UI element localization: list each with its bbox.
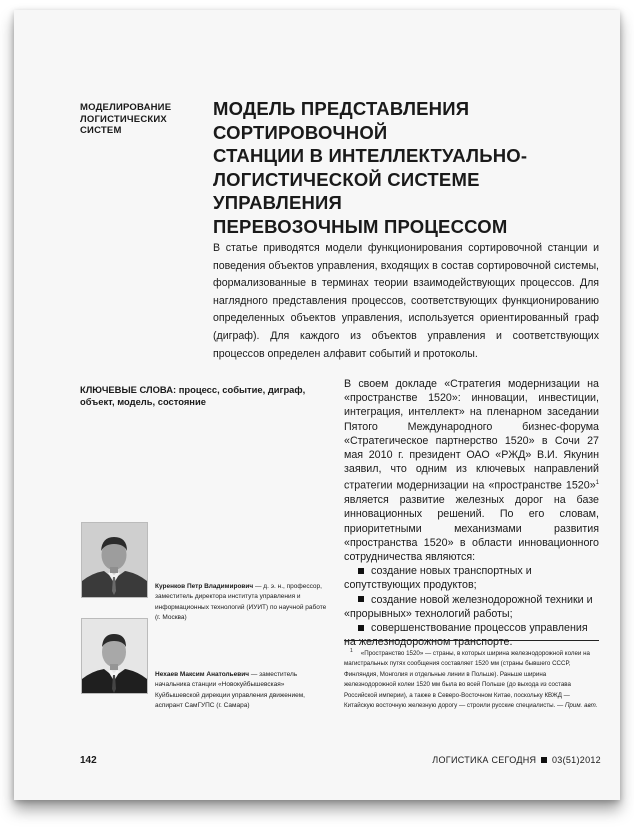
title-line: СТАНЦИИ В ИНТЕЛЛЕКТУАЛЬНО- xyxy=(213,145,528,166)
square-separator-icon xyxy=(541,757,547,763)
journal-issue: 03(51)2012 xyxy=(551,755,601,765)
footnote-source: Прим. авт. xyxy=(564,702,598,710)
title-line: МОДЕЛЬ ПРЕДСТАВЛЕНИЯ СОРТИРОВОЧНОЙ xyxy=(213,98,470,143)
section-label-line: МОДЕЛИРОВАНИЕ xyxy=(80,102,172,113)
footnote-text: «Пространство 1520» — страны, в которых ширина железнодорожной колеи на магистральных путях сообщения составляет 1520 мм (страны бывшего СССР, Финляндия, Монголия и отдельные линии в Польше). Раньше ширина железнодорожной колеи 1520 мм была во всей Польше (до выхода из состава Российской империи), а также в Северо-Восточном Китае, поскольку КВЖД — Китайскую восточную железную дорогу — строили русские специалисты. — xyxy=(344,650,590,710)
list-item-text: создание новых транспортных и сопутствующих продуктов; xyxy=(344,565,532,592)
square-bullet-icon xyxy=(358,625,364,631)
author-name: Нехаев Максим Анатольевич xyxy=(155,671,250,678)
footnote-divider xyxy=(344,640,599,641)
section-label-line: СИСТЕМ xyxy=(80,125,122,136)
footnote-ref[interactable]: 1 xyxy=(595,480,599,487)
keywords-text: процесс, событие, диграф, объект, модель, состояние xyxy=(80,384,306,407)
keywords xyxy=(80,384,324,407)
footnote-mark: 1 xyxy=(350,648,353,654)
article-abstract: В статье приводятся модели функционирования сортировочной станции и поведения объектов управления, входящих в состав сортировочной системы, формализованные в терминах теории взаимодействующих процессов. Для наглядного представления процессов, соответствующих функционированию определенных объектов управления, используется ориентированный граф (диграф). Для каждого из объектов управления и соответствующих процессов определен алфавит событий и протоколы. xyxy=(213,242,599,360)
author-name: Куренков Петр Владимирович xyxy=(155,583,254,590)
keywords-label: КЛЮЧЕВЫЕ СЛОВА: xyxy=(80,384,177,395)
title-line: ПЕРЕВОЗОЧНЫМ ПРОЦЕССОМ xyxy=(213,215,508,237)
square-bullet-icon xyxy=(358,596,364,602)
bullet-list xyxy=(344,564,599,649)
body-paragraph xyxy=(344,377,599,564)
section-label xyxy=(80,102,190,137)
portrait-icon xyxy=(82,619,147,693)
author-info xyxy=(155,670,329,712)
list-item xyxy=(344,564,599,592)
article-body xyxy=(344,377,599,649)
footnote xyxy=(344,646,599,712)
article-title xyxy=(213,97,603,238)
author-photo xyxy=(81,522,148,598)
square-bullet-icon xyxy=(358,568,364,574)
title-line: ЛОГИСТИЧЕСКОЙ СИСТЕМЕ УПРАВЛЕНИЯ xyxy=(213,168,480,213)
author-info xyxy=(155,582,329,624)
journal-name: ЛОГИСТИКА СЕГОДНЯ xyxy=(432,755,537,765)
list-item-text: совершенствование процессов управления на железнодорожном транспорте. xyxy=(344,622,588,649)
section-label-line: ЛОГИСТИЧЕСКИХ xyxy=(80,113,167,125)
body-text-part: В своем докладе «Стратегия модернизации на «пространстве 1520»: инновации, инвестиции, интеграция, интеллект» на пленарном заседании Пятого Международного бизнес-форума «Стратегическое партнерство 1520» в Сочи 27 мая 2010 г. президент ОАО «РЖД» В.И. Якунин заявил, что одним из ключевых направлений стратегии модернизации на «пространстве 1520» xyxy=(344,378,599,492)
journal-footer xyxy=(432,755,601,765)
page-number: 142 xyxy=(80,755,97,766)
list-item xyxy=(344,593,599,621)
author-description: — д. э. н., профессор, заместитель директора института управления и информационных технологий (ИУИТ) по научной работе (г. Москва) xyxy=(155,583,327,622)
body-text-part: является развитие железных дорог на базе инновационных решений. По его словам, приоритетными механизмами развития «пространства 1520» в области инновационного сотрудничества являются: xyxy=(344,494,599,563)
list-item-text: создание новой железнодорожной техники и «прорывных» технологий работы; xyxy=(344,593,593,620)
journal-page xyxy=(14,10,620,800)
author-photo xyxy=(81,618,148,694)
author-description: — заместитель начальника станции «Новокуйбышевская» Куйбышевской дирекции управления движением, аспирант СамГУПС (г. Самара) xyxy=(155,671,305,710)
portrait-icon xyxy=(82,523,147,597)
